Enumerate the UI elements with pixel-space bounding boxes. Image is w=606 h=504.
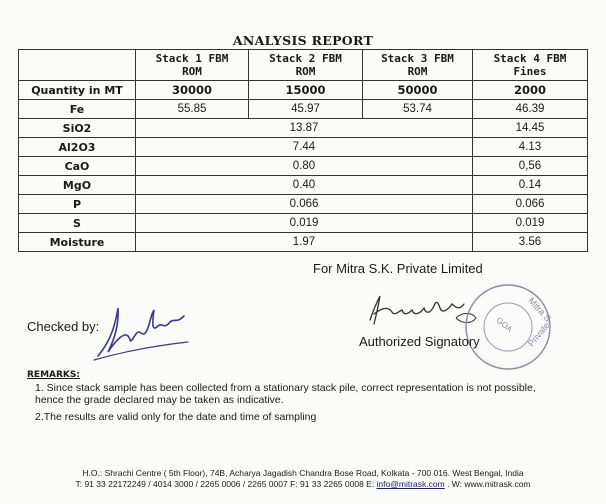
moisture-stacks-1-3: 1.97: [136, 233, 473, 252]
fe-stack-1: 55.85: [136, 100, 249, 119]
analysis-table: [18, 49, 588, 252]
footer-separator: . W:: [444, 479, 465, 489]
remark-1: 1. Since stack sample has been collected from a stationary stack pile, correct representation is not possible, hence the grade declared may be taken as indicative.: [35, 382, 536, 406]
sio2-stacks-1-3: 13.87: [136, 119, 473, 138]
report-title: ANALYSIS REPORT: [232, 33, 374, 48]
remark-2: 2.The results are valid only for the date and time of sampling: [35, 411, 317, 423]
footer-website-link[interactable]: www.mitrask.com: [464, 479, 531, 489]
sio2-row: [19, 119, 588, 138]
p-stack-4: 0.066: [473, 195, 588, 214]
fe-row: [19, 100, 588, 119]
for-company-text: For Mitra S.K. Private Limited: [313, 261, 483, 276]
header-stack-4: Stack 4 FBM Fines: [473, 50, 588, 81]
qty-stack-4: 2000: [473, 81, 588, 100]
s-stacks-1-3: 0.019: [136, 214, 473, 233]
al2o3-stacks-1-3: 7.44: [136, 138, 473, 157]
row-label: Fe: [19, 100, 136, 119]
footer-email-link[interactable]: info@mitrask.com: [376, 479, 445, 489]
cao-row: [19, 157, 588, 176]
svg-text:GOA: GOA: [494, 315, 515, 334]
mgo-stacks-1-3: 0.40: [136, 176, 473, 195]
fe-stack-3: 53.74: [363, 100, 473, 119]
p-stacks-1-3: 0.066: [136, 195, 473, 214]
cao-stack-4: 0,56: [473, 157, 588, 176]
moisture-row: [19, 233, 588, 252]
fe-stack-2: 45.97: [249, 100, 363, 119]
header-stack-1: Stack 1 FBM ROM: [136, 50, 249, 81]
fe-stack-4: 46.39: [473, 100, 588, 119]
moisture-stack-4: 3.56: [473, 233, 588, 252]
p-row: [19, 195, 588, 214]
authorized-signatory-label: Authorized Signatory: [359, 334, 480, 349]
company-stamp: [458, 281, 558, 373]
s-stack-4: 0.019: [473, 214, 588, 233]
row-label: S: [19, 214, 136, 233]
svg-text:Private: Private: [525, 320, 552, 349]
row-label: CaO: [19, 157, 136, 176]
header-blank: [19, 50, 136, 81]
qty-stack-1: 30000: [136, 81, 249, 100]
checker-signature: [92, 296, 192, 364]
row-label: SiO2: [19, 119, 136, 138]
qty-stack-3: 50000: [363, 81, 473, 100]
sio2-stack-4: 14.45: [473, 119, 588, 138]
header-stack-3: Stack 3 FBM ROM: [363, 50, 473, 81]
mgo-row: [19, 176, 588, 195]
remarks-heading: REMARKS:: [27, 370, 80, 380]
footer-address: H.O.: Shrachi Centre ( 5th Floor), 74B, Acharya Jagadish Chandra Bose Road, Kolkata - 700 016. West Bengal, India: [82, 468, 524, 478]
checked-by-label: Checked by:: [27, 319, 100, 334]
row-label: Al2O3: [19, 138, 136, 157]
al2o3-stack-4: 4.13: [473, 138, 588, 157]
row-label: Quantity in MT: [19, 81, 136, 100]
footer-phone-fax: T: 91 33 22172249 / 4014 3000 / 2265 0006 / 2265 0007 F: 91 33 2265 0008 E:: [75, 479, 377, 489]
row-label: Moisture: [19, 233, 136, 252]
mgo-stack-4: 0.14: [473, 176, 588, 195]
qty-stack-2: 15000: [249, 81, 363, 100]
svg-text:Mitra S.: Mitra S.: [526, 295, 555, 326]
al2o3-row: [19, 138, 588, 157]
header-stack-2: Stack 2 FBM ROM: [249, 50, 363, 81]
row-label: P: [19, 195, 136, 214]
row-label: MgO: [19, 176, 136, 195]
quantity-row: [19, 81, 588, 100]
header-row: [19, 50, 588, 81]
cao-stacks-1-3: 0.80: [136, 157, 473, 176]
footer-contact: [0, 479, 606, 490]
s-row: [19, 214, 588, 233]
